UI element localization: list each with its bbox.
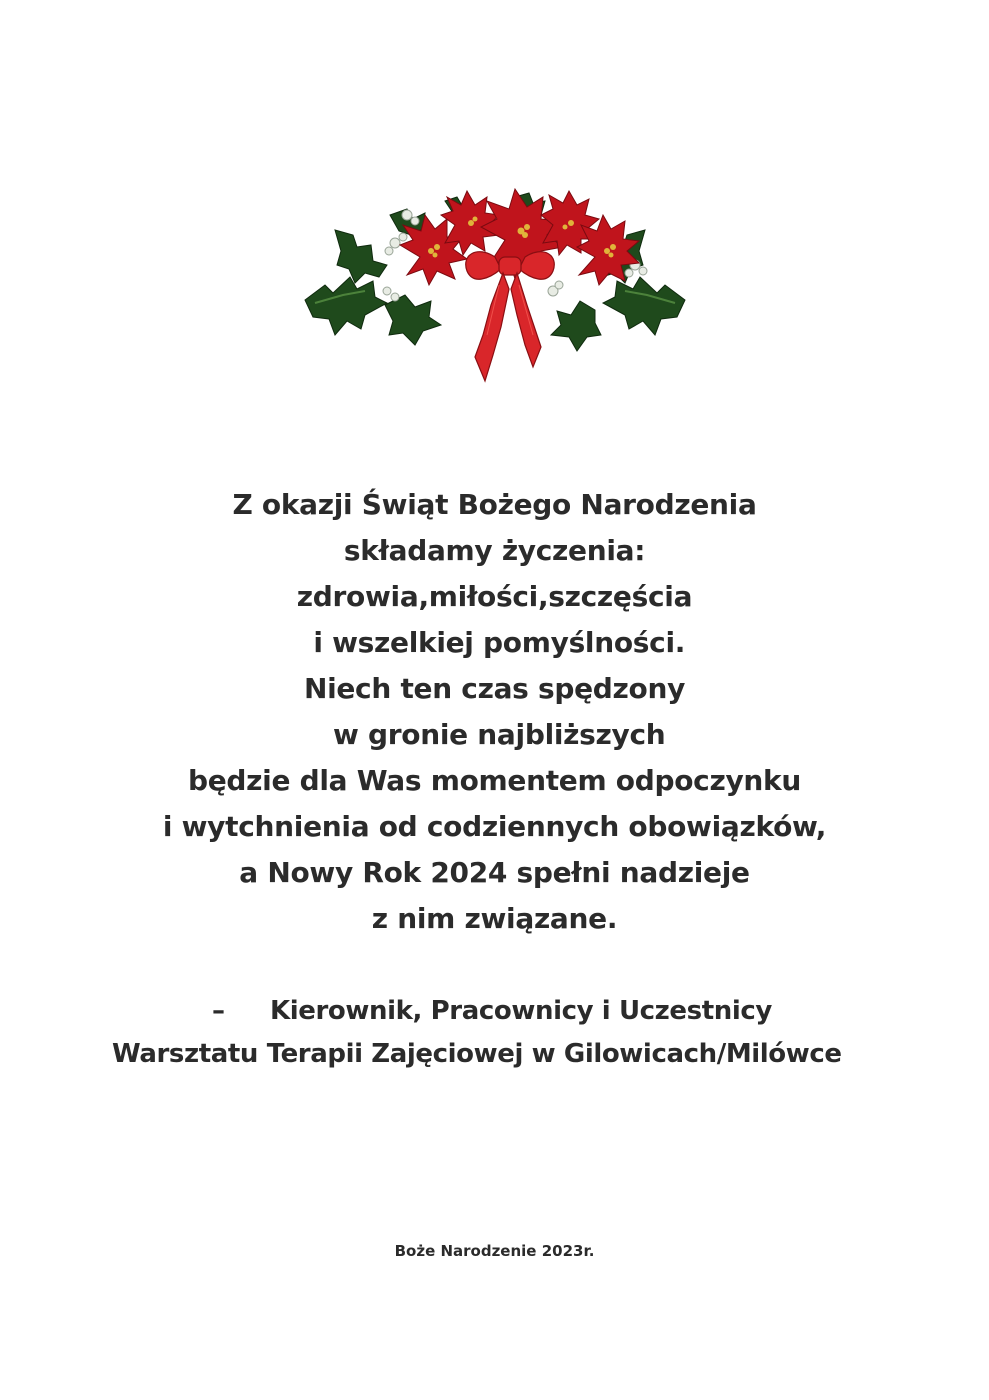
greeting-line: składamy życzenia: bbox=[343, 534, 646, 567]
signature-block bbox=[0, 990, 989, 1076]
greeting-line: Niech ten czas spędzony bbox=[303, 672, 686, 705]
greeting-line: z nim związane. bbox=[371, 902, 618, 935]
list-dash: – bbox=[212, 996, 225, 1026]
greeting-line: zdrowia,miłości,szczęścia bbox=[296, 580, 693, 613]
greeting-line: będzie dla Was momentem odpoczynku bbox=[188, 764, 801, 797]
greeting-line: a Nowy Rok 2024 spełni nadzieje bbox=[239, 856, 750, 889]
greeting-line: w gronie najbliższych bbox=[323, 718, 666, 751]
greeting-line: i wytchnienia od codziennych obowiązków, bbox=[162, 810, 827, 843]
signature-line-2: Warsztatu Terapii Zajęciowej w Gilowicach/Milówce bbox=[112, 1039, 842, 1069]
greeting-line: Z okazji Świąt Bożego Narodzenia bbox=[232, 488, 757, 521]
greeting-text bbox=[0, 482, 989, 942]
signature-authors: Kierownik, Pracownicy i Uczestnicy bbox=[270, 996, 772, 1026]
signature-line-1 bbox=[0, 990, 989, 1033]
poinsettia-holly-garland-icon bbox=[295, 185, 695, 395]
footer-date: Boże Narodzenie 2023r. bbox=[394, 1242, 595, 1260]
greeting-line: i wszelkiej pomyślności. bbox=[303, 626, 686, 659]
